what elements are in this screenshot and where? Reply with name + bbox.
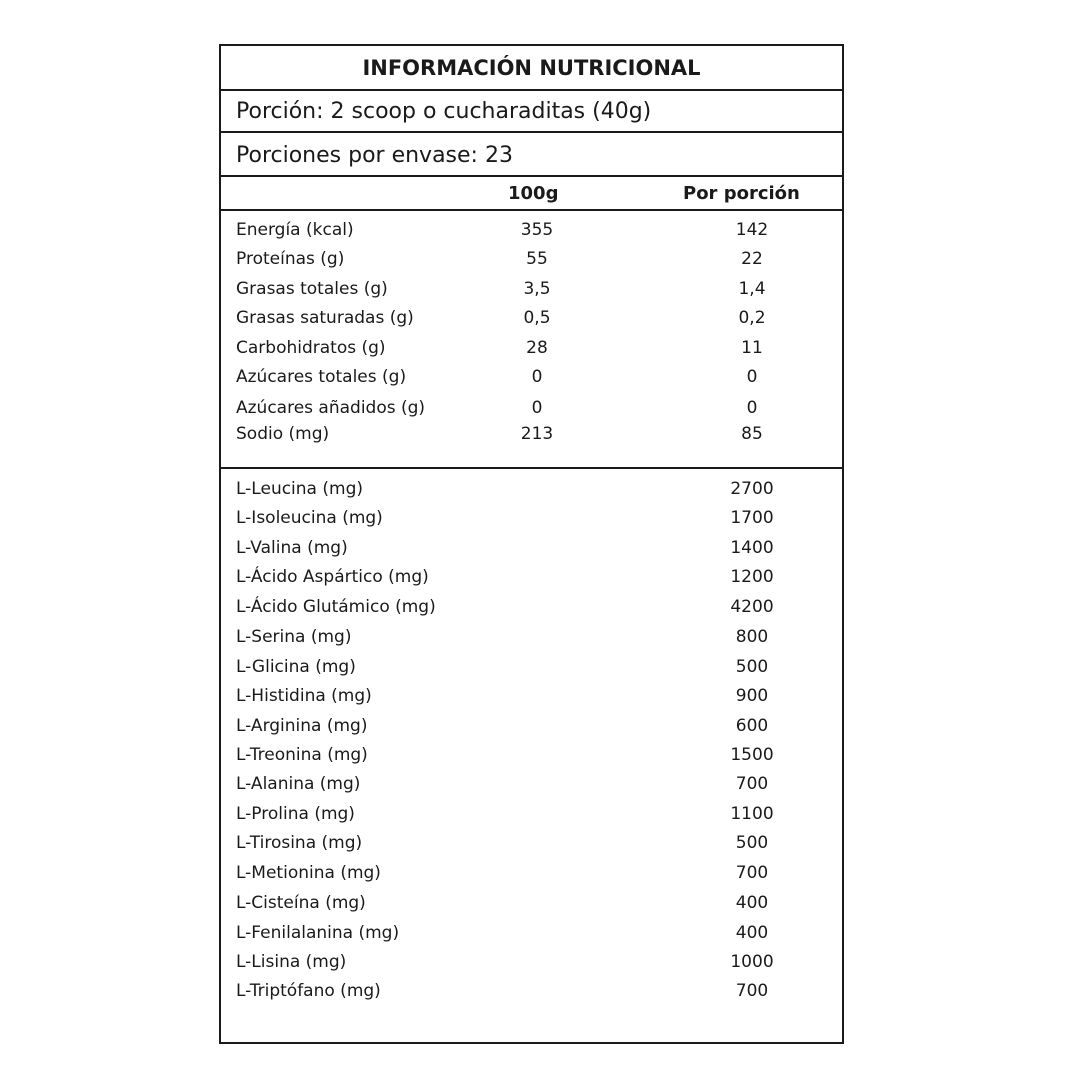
- nutrient-per-serving: 11: [741, 338, 763, 358]
- amino-acid-name: L-Isoleucina (mg): [236, 508, 383, 528]
- amino-acid-name: L-Fenilalanina (mg): [236, 923, 400, 943]
- nutrient-row: [221, 276, 842, 302]
- column-header-per-100g: 100g: [508, 183, 559, 204]
- amino-acid-per-serving: 4200: [730, 597, 774, 617]
- amino-acid-name: L-Arginina (mg): [236, 716, 368, 736]
- amino-acid-name: L-Triptófano (mg): [236, 981, 381, 1001]
- amino-acid-per-serving: 700: [735, 863, 769, 883]
- amino-acid-name: L-Valina (mg): [236, 538, 348, 558]
- nutrient-row: [221, 421, 842, 447]
- amino-acid-per-serving: 1100: [730, 804, 774, 824]
- amino-acid-per-serving: 2700: [730, 479, 774, 499]
- servings-per-container: Porciones por envase: 23: [221, 133, 842, 177]
- amino-acid-row: [221, 713, 842, 739]
- nutrient-name: Azúcares totales (g): [236, 367, 407, 387]
- amino-acid-row: [221, 594, 842, 620]
- nutrition-facts-panel: [219, 44, 844, 1044]
- nutrient-per-100g: 28: [526, 338, 548, 358]
- nutrient-row: [221, 246, 842, 272]
- nutrient-per-100g: 355: [520, 220, 554, 240]
- amino-acid-row: [221, 683, 842, 709]
- nutrient-per-100g: 213: [520, 424, 554, 444]
- amino-acid-row: [221, 624, 842, 650]
- amino-acid-row: [221, 535, 842, 561]
- amino-acid-per-serving: 700: [735, 981, 769, 1001]
- nutrient-name: Grasas totales (g): [236, 279, 388, 299]
- nutrient-per-100g: 55: [526, 249, 548, 269]
- nutrient-per-serving: 142: [735, 220, 769, 240]
- panel-title: INFORMACIÓN NUTRICIONAL: [221, 46, 842, 91]
- nutrient-per-100g: 0: [531, 367, 543, 387]
- nutrient-row: [221, 395, 842, 421]
- nutrient-row: [221, 364, 842, 390]
- nutrient-per-serving: 0: [746, 367, 758, 387]
- amino-acid-per-serving: 900: [735, 686, 769, 706]
- amino-acid-per-serving: 1400: [730, 538, 774, 558]
- amino-acid-row: [221, 890, 842, 916]
- nutrient-per-100g: 0: [531, 398, 543, 418]
- amino-acid-row: [221, 654, 842, 680]
- nutrient-per-100g: 0,5: [523, 308, 551, 328]
- amino-acid-row: [221, 830, 842, 856]
- nutrient-name: Grasas saturadas (g): [236, 308, 414, 328]
- amino-acid-row: [221, 505, 842, 531]
- amino-acid-per-serving: 1500: [730, 745, 774, 765]
- amino-acid-per-serving: 1200: [730, 567, 774, 587]
- amino-acid-row: [221, 742, 842, 768]
- nutrient-row: [221, 217, 842, 243]
- amino-acid-name: L-Metionina (mg): [236, 863, 381, 883]
- amino-acid-name: L-Leucina (mg): [236, 479, 363, 499]
- amino-acid-name: L-Histidina (mg): [236, 686, 372, 706]
- amino-acid-row: [221, 476, 842, 502]
- nutrient-name: Azúcares añadidos (g): [236, 398, 426, 418]
- nutrient-name: Proteínas (g): [236, 249, 345, 269]
- amino-acid-row: [221, 860, 842, 886]
- amino-acid-row: [221, 949, 842, 975]
- nutrient-per-serving: 22: [741, 249, 763, 269]
- amino-acid-per-serving: 500: [735, 657, 769, 677]
- amino-acid-name: L-Cisteína (mg): [236, 893, 366, 913]
- amino-acid-name: L-Tirosina (mg): [236, 833, 363, 853]
- nutrient-row: [221, 335, 842, 361]
- amino-acid-name: L-Serina (mg): [236, 627, 352, 647]
- nutrient-name: Sodio (mg): [236, 424, 330, 444]
- amino-acid-row: [221, 920, 842, 946]
- nutrient-per-serving: 0: [746, 398, 758, 418]
- amino-acid-name: L-Treonina (mg): [236, 745, 368, 765]
- amino-acid-row: [221, 771, 842, 797]
- amino-acid-name: L-Glicina (mg): [236, 657, 356, 677]
- column-header-per-serving: Por porción: [683, 183, 800, 204]
- amino-acid-row: [221, 564, 842, 590]
- amino-acid-per-serving: 1000: [730, 952, 774, 972]
- nutrient-per-100g: 3,5: [523, 279, 551, 299]
- amino-acid-row: [221, 801, 842, 827]
- nutrient-name: Energía (kcal): [236, 220, 354, 240]
- amino-acid-per-serving: 800: [735, 627, 769, 647]
- amino-acid-row: [221, 978, 842, 1004]
- amino-acid-name: L-Ácido Glutámico (mg): [236, 597, 436, 617]
- amino-acid-per-serving: 700: [735, 774, 769, 794]
- amino-acid-per-serving: 1700: [730, 508, 774, 528]
- amino-acid-per-serving: 500: [735, 833, 769, 853]
- amino-acid-name: L-Lisina (mg): [236, 952, 347, 972]
- serving-size: Porción: 2 scoop o cucharaditas (40g): [221, 91, 842, 133]
- nutrient-per-serving: 0,2: [738, 308, 766, 328]
- amino-acid-name: L-Alanina (mg): [236, 774, 361, 794]
- amino-acid-per-serving: 400: [735, 923, 769, 943]
- amino-acid-name: L-Ácido Aspártico (mg): [236, 567, 429, 587]
- amino-acid-name: L-Prolina (mg): [236, 804, 355, 824]
- nutrient-row: [221, 305, 842, 331]
- amino-acid-per-serving: 600: [735, 716, 769, 736]
- amino-acid-per-serving: 400: [735, 893, 769, 913]
- nutrient-per-serving: 1,4: [738, 279, 766, 299]
- nutrient-name: Carbohidratos (g): [236, 338, 386, 358]
- column-header-row: [221, 177, 842, 211]
- nutrients-section: [221, 211, 842, 469]
- nutrient-per-serving: 85: [741, 424, 763, 444]
